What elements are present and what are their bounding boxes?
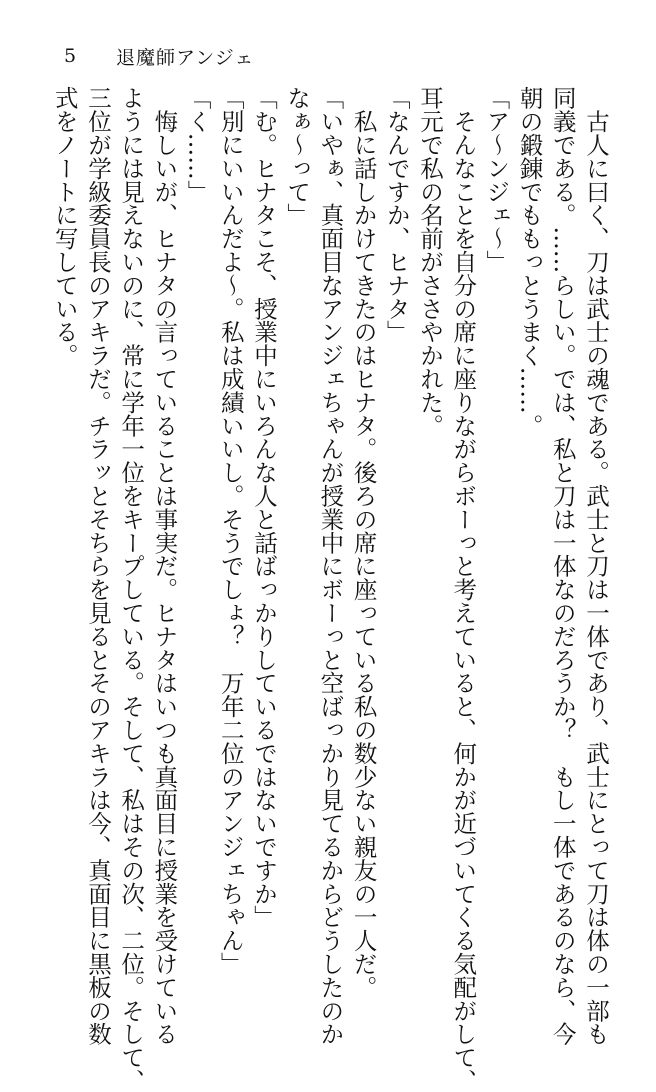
text-line: 同義である。……らしい。では、私と刀は一体なのだろうか？ もし一体であるのなら、今	[548, 86, 577, 1046]
text-line: 式をノートに写している。	[50, 86, 79, 367]
text-line: 三位が学級委員長のアキラだ。チラッとそちらを見るとそのアキラは今、真面目に黒板の数	[83, 86, 112, 1046]
text-line: そんなことを自分の席に座りながらボーっと考えていると、何かが近づいてくる気配がして、	[449, 86, 478, 1092]
text-line: 私に話しかけてきたのはヒナタ。後ろの席に座っている私の数少ない親友の一人だ。	[349, 86, 378, 999]
text-line: 「別にいいんだよ～。私は成績いいし。そうでしょ？ 万年二位のアンジェちゃん」	[216, 86, 245, 976]
text-line: 「く……」	[183, 86, 212, 204]
text-line: 朝の鍛錬でももっとうまく……。	[515, 86, 544, 438]
text-line: 古人に曰く、刀は武士の魂である。武士と刀は一体であり、武士にとって刀は体の一部も	[582, 86, 610, 1046]
book-title: 退魔師アンジェ	[116, 46, 255, 69]
text-line: 「なんですか、ヒナタ」	[382, 86, 411, 344]
text-line: 「む。ヒナタこそ、授業中にいろんな人と話ばっかりしているではないですか」	[249, 86, 278, 929]
running-header	[64, 40, 254, 72]
vertical-body-text	[48, 86, 612, 1092]
text-line: ようには見えないのに、常に学年一位をキープしている。そして、私はその次、二位。そして、	[117, 86, 146, 1092]
text-line: なぁ～って」	[283, 86, 312, 227]
text-line: 「いやぁ、真面目なアンジェちゃんが授業中にボーっと空ばっかり見てるからどうしたのか	[316, 86, 345, 1046]
text-line: 「ア～ンジェ～」	[482, 86, 511, 274]
text-line: 耳元で私の名前がささやかれた。	[415, 86, 444, 438]
page-number: 5	[64, 45, 78, 67]
text-line: 悔しいが、ヒナタの言っていることは事実だ。ヒナタはいつも真面目に授業を受けている	[150, 86, 179, 1046]
